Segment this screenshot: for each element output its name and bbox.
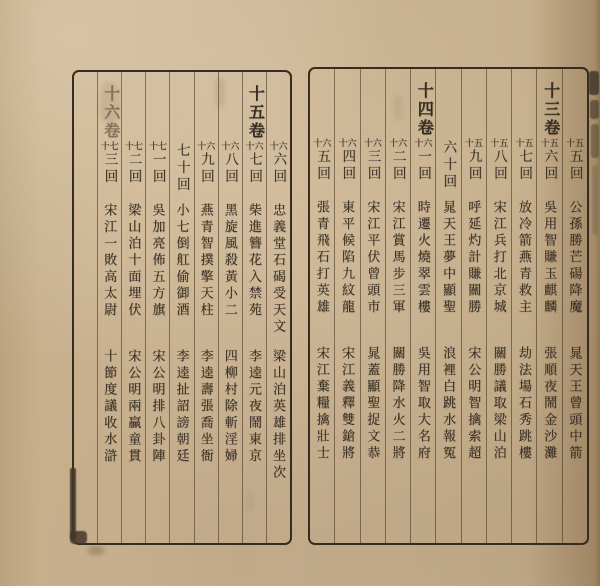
chapter-number-prefix: 七十 [148,141,167,151]
chapter-number-main: 九回 [466,149,482,183]
chapter-column [74,72,97,543]
chapter-number-main: 一回 [150,152,166,186]
chapter-title-upper: 晁天王夢中顯聖 [441,200,457,317]
page-edge-fragment [589,71,599,95]
chapter-title-lower: 梁山泊英雄排坐次 [270,349,286,482]
chapter-number [149,142,167,199]
right-page [308,67,589,545]
chapter-number [175,142,189,199]
chapter-title-lower: 宋江義釋雙鎗將 [339,346,355,463]
chapter-number [338,139,356,196]
chapter-title-upper: 張青飛石打英雄 [314,200,330,317]
chapter-number [197,142,215,199]
chapter-title-lower: 四柳村除斬淫婦 [222,349,238,466]
chapter-title-lower: 晁天王曾頭中箭 [567,346,583,463]
chapter-column [435,69,460,543]
chapter-number-prefix: 五十 [515,138,534,148]
chapter-column [266,72,290,543]
chapter-number [313,139,331,196]
chapter-column [121,72,145,543]
chapter-number-prefix: 六十 [363,138,382,148]
chapter-title-upper: 柴進簪花入禁苑 [246,203,262,320]
chapter-number-prefix: 六十 [313,138,332,148]
chapter-number-main: 一回 [416,149,432,183]
chapter-title-lower: 關勝議取梁山泊 [491,346,507,463]
chapter-number-main: 三回 [365,149,381,183]
chapter-number-prefix: 六十 [245,141,264,151]
volume-label: 十五卷 [246,85,264,141]
chapter-title-lower: 浪裡白跳水報冤 [441,346,457,463]
chapter-title-lower: 宋公明排八卦陣 [150,349,166,466]
chapter-column [562,69,587,543]
chapter-number-main: 五回 [314,149,330,183]
chapter-title-upper: 時遷火燒翠雲樓 [415,200,431,317]
chapter-title-lower: 宋公明兩贏童貫 [126,349,142,466]
chapter-number-prefix: 七十 [124,141,143,151]
volume-label: 十四卷 [415,82,433,138]
chapter-number-prefix: 六十 [269,141,288,151]
chapter-number-prefix: 五十 [464,138,483,148]
chapter-number-prefix: 六十 [197,141,216,151]
chapter-title-lower: 劫法場石秀跳樓 [516,346,532,463]
chapter-title-lower: 張順夜鬧金沙灘 [542,346,558,463]
chapter-number-main: 六回 [542,149,558,183]
chapter-number-prefix: 六十 [414,138,433,148]
chapter-number [442,139,456,196]
chapter-column [194,72,218,543]
chapter-title-lower: 十節度議收水滸 [102,349,118,466]
paper-smudge [394,95,403,121]
chapter-column [145,72,169,543]
chapter-number [541,139,559,196]
paper-smudge [246,490,254,512]
paper-smudge [215,78,225,108]
chapter-number-main: 二回 [126,152,142,186]
chapter-number [414,139,432,196]
chapter-number [515,139,533,196]
chapter-column [169,72,193,543]
chapter-title-upper: 宋江平伏曾頭市 [365,200,381,317]
chapter-title-lower: 宋公明智擒索超 [466,346,482,463]
chapter-number-main: 八回 [491,149,507,183]
chapter-column [536,69,561,543]
chapter-title-upper: 宋江賞馬步三軍 [390,200,406,317]
chapter-number-main: 九回 [198,152,214,186]
chapter-column [461,69,486,543]
chapter-number-main: 五回 [567,149,583,183]
chapter-number-prefix: 六十 [338,138,357,148]
paper-smudge [88,546,104,555]
chapter-title-upper: 呼延灼計賺關勝 [466,200,482,317]
chapter-number-main: 七回 [247,152,263,186]
chapter-number [566,139,584,196]
chapter-title-upper: 吳加亮佈五方旗 [150,203,166,320]
frame-ink-blotch [70,531,87,544]
chapter-title-upper: 宋江兵打北京城 [491,200,507,317]
chapter-number-main: 三回 [102,152,118,186]
chapter-number-main: 七回 [517,149,533,183]
chapter-column [310,69,334,543]
chapter-title-upper: 燕青智撲擎天柱 [198,203,214,320]
chapter-title-upper: 放冷箭燕青救主 [516,200,532,317]
chapter-number-main: 六十回 [441,140,457,191]
chapter-number-prefix: 六十 [221,141,240,151]
volume-label: 十六卷 [101,85,119,141]
chapter-column [511,69,536,543]
chapter-title-upper: 吳用智賺玉麒麟 [542,200,558,317]
chapter-number-prefix: 六十 [389,138,408,148]
chapter-number-main: 六回 [271,152,287,186]
chapter-title-upper: 宋江一敗高太尉 [102,203,118,320]
chapter-title-upper: 忠義堂石碣受天文 [270,203,286,336]
chapter-title-upper: 小七倒舡偷御酒 [174,203,190,320]
chapter-title-upper: 梁山泊十面埋伏 [126,203,142,320]
chapter-title-lower: 晁蓋顯聖捉文恭 [365,346,381,463]
chapter-title-upper: 公孫勝芒碭降魔 [567,200,583,317]
chapter-title-upper: 東平候陷九紋龍 [339,200,355,317]
chapter-number [269,142,287,199]
chapter-number-prefix: 五十 [540,138,559,148]
chapter-column [486,69,511,543]
chapter-title-lower: 吳用智取大名府 [415,346,431,463]
chapter-title-upper: 黑旋風殺黃小二 [222,203,238,320]
frame-ink-blotch [70,468,76,540]
page-edge-fragment [590,100,599,119]
chapter-number [389,139,407,196]
chapter-number [101,142,119,199]
chapter-column [218,72,242,543]
chapter-column [334,69,359,543]
chapter-number-prefix: 五十 [490,138,509,148]
page-edge-fragment [592,165,598,235]
chapter-title-lower: 李逵元夜鬧東京 [246,349,262,466]
chapter-number [364,139,382,196]
chapter-number [465,139,483,196]
chapter-number [221,142,239,199]
chapter-title-lower: 李逵扯詔謗朝廷 [174,349,190,466]
left-page [72,70,292,545]
chapter-column [242,72,266,543]
chapter-number-main: 八回 [222,152,238,186]
chapter-number-main: 七十回 [174,143,190,194]
chapter-title-lower: 關勝降水火二將 [390,346,406,463]
chapter-number-main: 四回 [340,149,356,183]
chapter-column [360,69,385,543]
chapter-number [125,142,143,199]
chapter-number-prefix: 五十 [565,138,584,148]
chapter-column [97,72,121,543]
chapter-number-prefix: 七十 [100,141,119,151]
chapter-number-main: 二回 [390,149,406,183]
chapter-title-lower: 宋江棄糧擒壯士 [314,346,330,463]
chapter-column [385,69,410,543]
page-edge-fragment [591,124,599,158]
chapter-column [410,69,435,543]
volume-label: 十三卷 [541,82,559,138]
paper-smudge [100,82,120,124]
chapter-number [490,139,508,196]
chapter-title-lower: 李逵壽張喬坐衙 [198,349,214,466]
chapter-number [245,142,263,199]
